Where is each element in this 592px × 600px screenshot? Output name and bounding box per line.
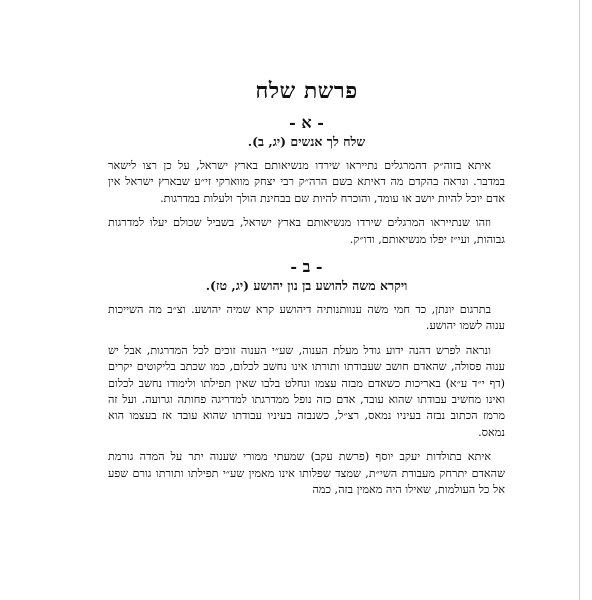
section-aleph (108, 114, 505, 248)
section-letter: - א - (289, 113, 324, 132)
paragraph: איתא בזוה״ק דהמרגלים נתייראו שירדו מנשיאותם בארץ ישראל, על כן רצו לישאר במדבר. ונראה בהקדם מה דאיתא בשם הרה״ק רבי יצחק מווארקי זי״ע שבארץ ישראל אין אדם יוכל להיות יושב או עומד, והוכרח להיות שם בבחינת הולך ולעלות במדרגות. (108, 159, 505, 205)
page-edge-line (579, 0, 580, 600)
paragraph: וזהו שנתייראו המרגלים שירדו מנשיאותם בארץ ישראל, בשביל שכולם יעלו למדרגות גבוהות, ועי״ז יפלו מנשיאותם, ודו״ק. (108, 216, 505, 246)
paragraph: ונראה לפרש דהנה ידוע גודל מעלת הענוה, שע״י הענוה זוכים לכל המדרגות, אבל יש ענוה פסולה, שהאדם חושב שעבודתו ותורתו אינו נחשב לכלום, כמו שכתב בליקוטים יקרים (דף י״ד ע״א) באריכות כשאדם מבזה עצמו ונחלט בלבו שאין תפילתו ולימודו נחשב לכלום ואינו מחשיב עבודתו שהוא עובד, אדם כזה נופל ממדרגתו למדריגה פחותה וגרועה. ועל זה מרמז הכתוב נבזה בעיניו נמאס, רצ״ל, כשנבזה בעיניו עבודתו שהוא עובד אז בעצמו הוא נמאס. (108, 343, 505, 439)
section-letter: - ב - (290, 257, 323, 277)
section-bet (108, 258, 505, 498)
paragraph: איתא בתולדות יעקב יוסף (פרשת עקב) שמעתי ממורי שענוה יתר על המדה גורמת שהאדם יתרחק מעבודת השי״ת, שמצד שפלותו אינו מאמין שע״י תפילתו ותורתו גורם שפע אל כל העולמות, שאילו היה מאמין בזה, כמה (108, 450, 505, 497)
section-heading: שלח לך אנשים (יג, ב). (247, 134, 366, 149)
paragraph: בתרגום יונתן, כד חמי משה ענוותנותיה דיהושע קרא שמיה יהושע. וצ״ב מה השייכות ענוה לשמו יהושע. (108, 303, 505, 333)
parsha-title: פרשת שלח (255, 78, 358, 104)
text-column (108, 78, 505, 507)
section-heading: ויקרא משה להושע בן נון יהושע (יג, טז). (205, 278, 408, 294)
